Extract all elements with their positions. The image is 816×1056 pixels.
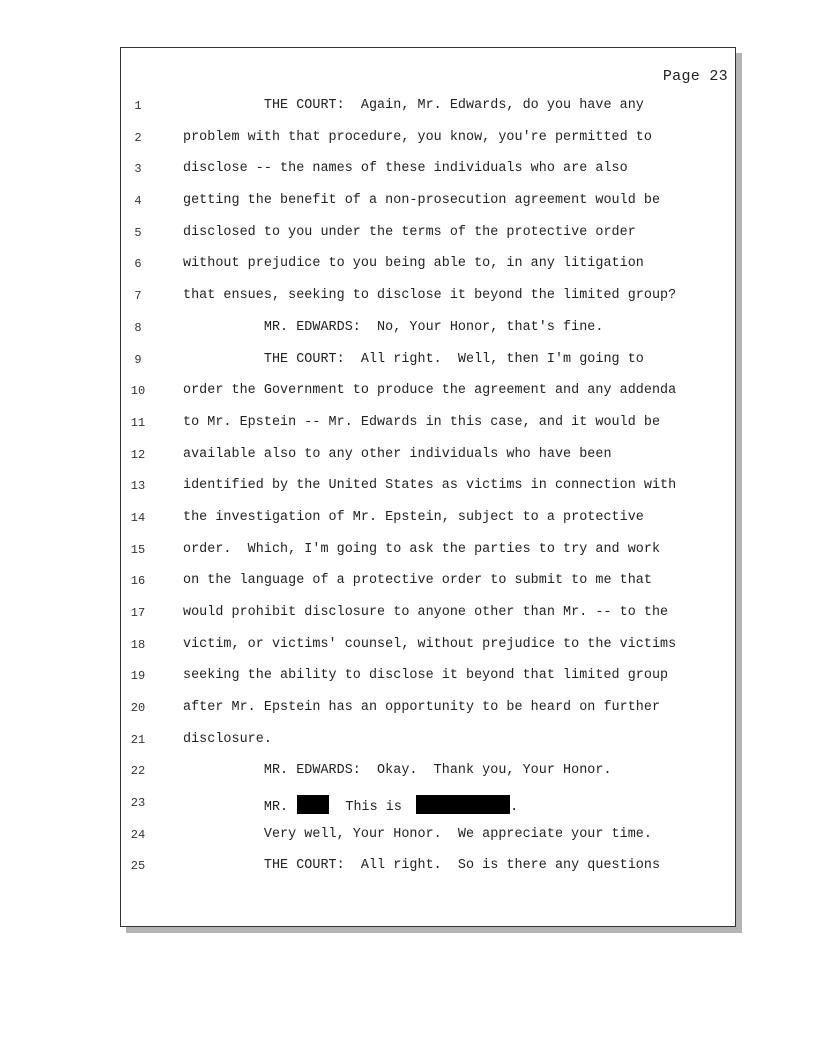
transcript-line — [121, 161, 737, 181]
line-text: victim, or victims' counsel, without prejudice to the victims — [183, 637, 677, 652]
line-text: MR. EDWARDS: Okay. Thank you, Your Honor. — [183, 763, 612, 778]
line-number: 12 — [130, 448, 146, 462]
line-number: 13 — [130, 479, 146, 493]
transcript-line — [121, 510, 737, 530]
line-number: 22 — [130, 764, 146, 778]
transcript-line — [121, 858, 737, 878]
line-text: order. Which, I'm going to ask the parties to try and work — [183, 542, 661, 557]
transcript-line — [121, 637, 737, 657]
line-text: THE COURT: All right. So is there any questions — [183, 858, 661, 873]
transcript-line — [121, 383, 737, 403]
line-number: 8 — [134, 321, 142, 335]
line-text: to Mr. Epstein -- Mr. Edwards in this case, and it would be — [183, 415, 661, 430]
transcript-line — [121, 732, 737, 752]
line-number: 17 — [130, 606, 146, 620]
line-text: that ensues, seeking to disclose it beyond the limited group? — [183, 288, 677, 303]
line-text — [183, 795, 518, 815]
transcript-line — [121, 225, 737, 245]
line-number: 14 — [130, 511, 146, 525]
transcript-line — [121, 827, 737, 847]
transcript-line — [121, 542, 737, 562]
line-number: 18 — [130, 638, 146, 652]
line-number: 25 — [130, 859, 146, 873]
line-text: the investigation of Mr. Epstein, subject to a protective — [183, 510, 644, 525]
line-number: 23 — [130, 796, 146, 810]
line-text: identified by the United States as victims in connection with — [183, 478, 677, 493]
line-text: order the Government to produce the agreement and any addenda — [183, 383, 677, 398]
line-text: THE COURT: Again, Mr. Edwards, do you have any — [183, 98, 644, 113]
line-number: 6 — [134, 257, 142, 271]
transcript-line — [121, 573, 737, 593]
transcript-line — [121, 320, 737, 340]
line-text: after Mr. Epstein has an opportunity to be heard on further — [183, 700, 661, 715]
line-text: disclosure. — [183, 732, 272, 747]
transcript-line — [121, 130, 737, 150]
transcript-line — [121, 668, 737, 688]
transcript-line — [121, 288, 737, 308]
line-number: 19 — [130, 669, 146, 683]
transcript-line — [121, 256, 737, 276]
transcript-line — [121, 478, 737, 498]
redaction-box — [416, 795, 510, 814]
line-text: problem with that procedure, you know, you're permitted to — [183, 130, 652, 145]
transcript-page — [120, 47, 736, 927]
line-number: 20 — [130, 701, 146, 715]
transcript-line — [121, 763, 737, 783]
line-number: 16 — [130, 574, 146, 588]
redaction-box — [297, 795, 329, 814]
line-text: disclosed to you under the terms of the protective order — [183, 225, 636, 240]
line-text: MR. EDWARDS: No, Your Honor, that's fine. — [183, 320, 604, 335]
transcript-line — [121, 98, 737, 118]
line-number: 2 — [134, 131, 142, 145]
line-text-part: This is — [329, 800, 411, 815]
transcript-line — [121, 193, 737, 213]
line-text-part: MR. — [183, 800, 297, 815]
transcript-line — [121, 700, 737, 720]
transcript-line — [121, 447, 737, 467]
line-text: THE COURT: All right. Well, then I'm going to — [183, 352, 644, 367]
line-text: disclose -- the names of these individuals who are also — [183, 161, 628, 176]
transcript-line — [121, 795, 737, 815]
line-number: 5 — [134, 226, 142, 240]
line-number: 7 — [134, 289, 142, 303]
line-text-part: . — [510, 800, 519, 815]
line-number: 11 — [130, 416, 146, 430]
line-text: getting the benefit of a non-prosecution agreement would be — [183, 193, 661, 208]
line-number: 15 — [130, 543, 146, 557]
line-number: 21 — [130, 733, 146, 747]
line-number: 9 — [134, 353, 142, 367]
line-text: without prejudice to you being able to, in any litigation — [183, 256, 644, 271]
line-number: 3 — [134, 162, 142, 176]
line-number: 4 — [134, 194, 142, 208]
line-number: 1 — [134, 99, 142, 113]
line-text: would prohibit disclosure to anyone other than Mr. -- to the — [183, 605, 669, 620]
line-text: seeking the ability to disclose it beyond that limited group — [183, 668, 669, 683]
line-text: available also to any other individuals who have been — [183, 447, 612, 462]
transcript-line — [121, 605, 737, 625]
transcript-line — [121, 415, 737, 435]
transcript-line — [121, 352, 737, 372]
page-number-label: Page 23 — [662, 68, 728, 85]
line-text: Very well, Your Honor. We appreciate your time. — [183, 827, 652, 842]
line-number: 10 — [130, 384, 146, 398]
line-number: 24 — [130, 828, 146, 842]
line-text: on the language of a protective order to submit to me that — [183, 573, 652, 588]
